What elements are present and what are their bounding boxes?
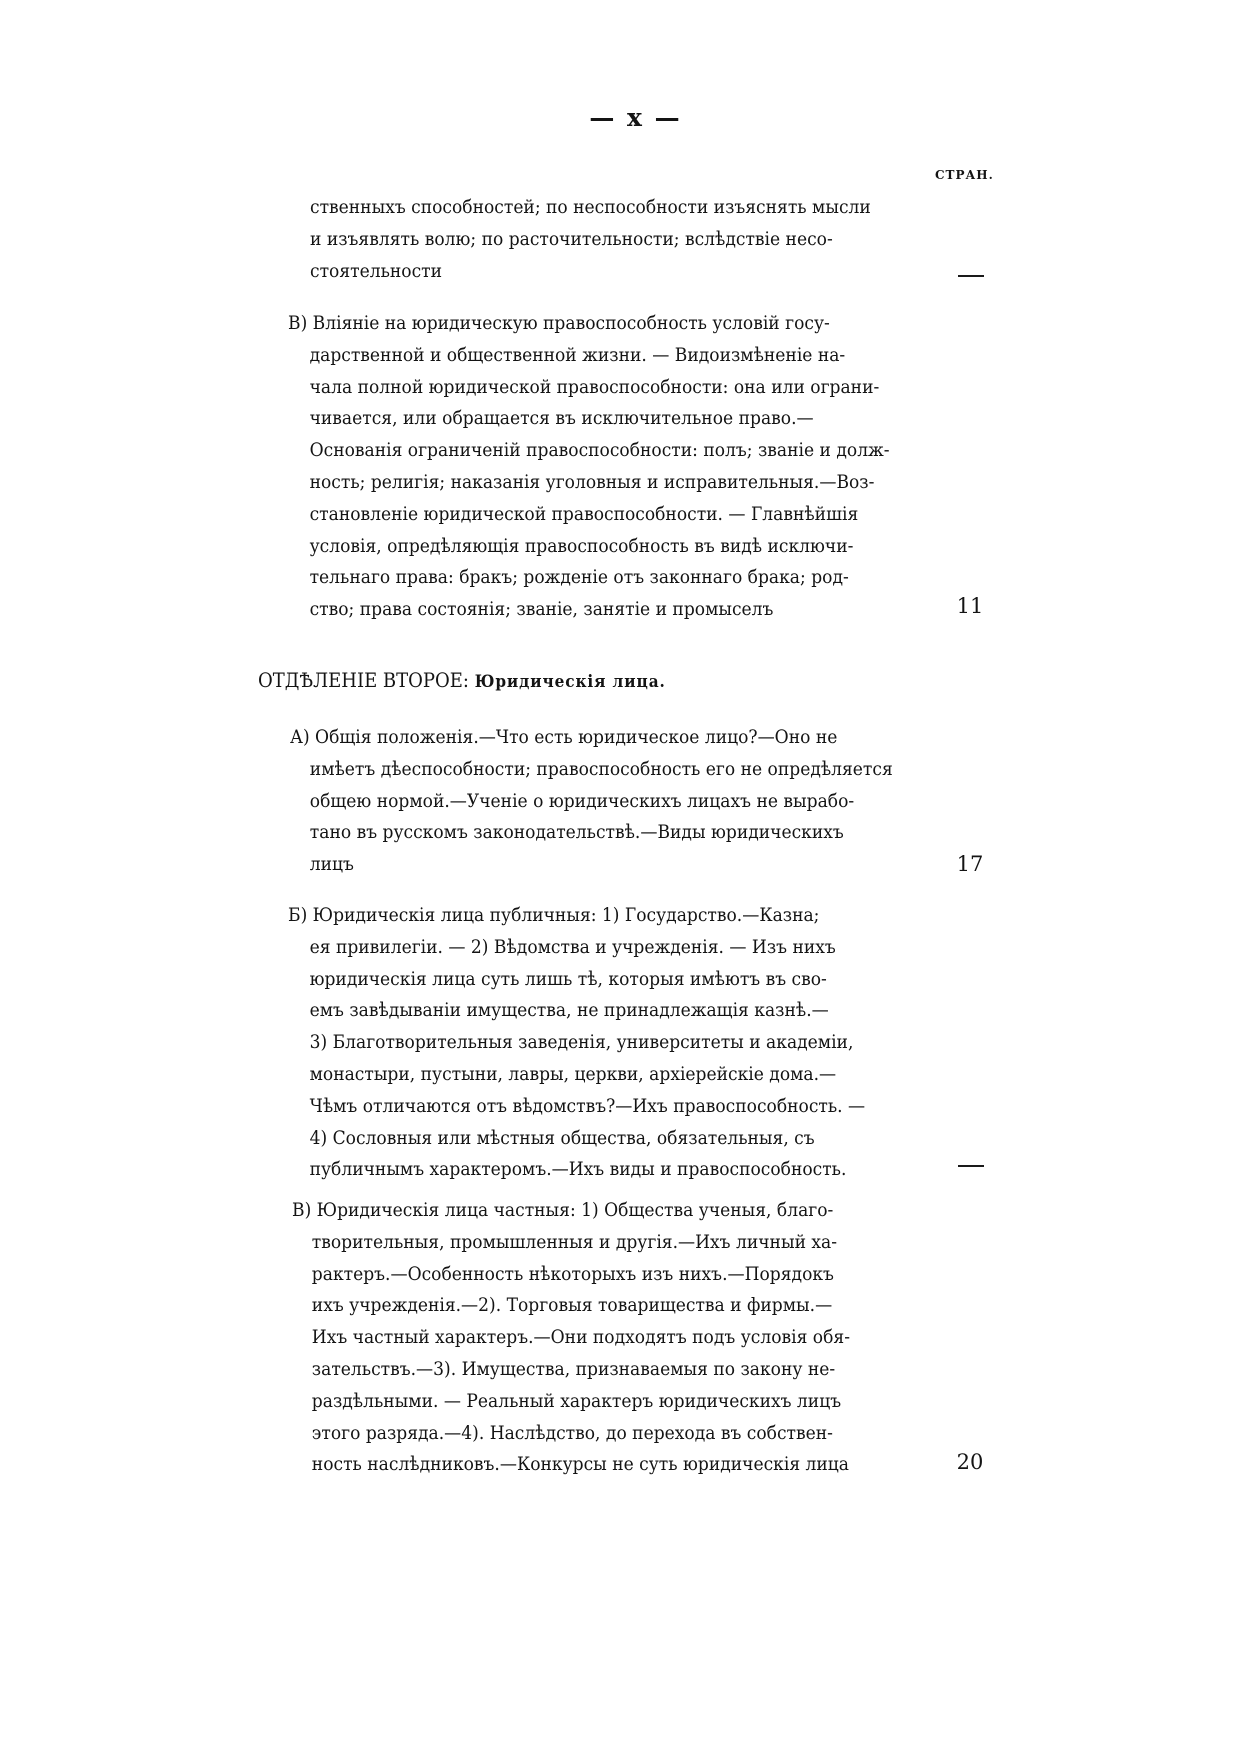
entry-line: 3) Благотворительныя заведенія, университеты и академіи,	[309, 1031, 854, 1054]
entry-line: раздѣльными. — Реальный характеръ юридическихъ лицъ	[311, 1389, 842, 1412]
entry-line: ихъ учрежденія.—2). Торговыя товарищества и фирмы.—	[311, 1294, 833, 1317]
entry-line: публичнымъ характеромъ.—Ихъ виды и правоспособность.	[309, 1158, 847, 1181]
entry-line: лицъ	[309, 853, 354, 876]
entry-line: Ихъ частный характеръ.—Они подходятъ подъ условія обя-	[311, 1326, 850, 1349]
toc-entry	[290, 722, 893, 881]
entry-line: 4) Сословныя или мѣстныя общества, обязательныя, съ	[309, 1126, 815, 1149]
entry-line: Б) Юридическія лица публичныя: 1) Государство.—Казна;	[288, 904, 820, 926]
toc-entry	[310, 192, 871, 287]
section-title: ОТДѢЛЕНІЕ ВТОРОЕ:	[258, 668, 470, 692]
entry-line: чивается, или обращается въ исключительное право.—	[309, 407, 814, 430]
entry-line: общею нормой.—Ученіе о юридическихъ лицахъ не вырабо-	[309, 789, 855, 812]
entry-line: ея привилегіи. — 2) Вѣдомства и учрежденія. — Изъ нихъ	[309, 935, 836, 958]
entry-line: дарственной и общественной жизни. — Видоизмѣненіе на-	[309, 343, 846, 366]
entry-line: становленіе юридической правоспособности. — Главнѣйшія	[309, 502, 859, 525]
entry-line: Основанія ограниченій правоспособности: полъ; званіе и долж-	[309, 439, 890, 462]
entry-line: творительныя, промышленныя и другія.—Ихъ личный ха-	[311, 1230, 838, 1253]
page-ref: 17	[956, 852, 984, 876]
entry-line: В) Вліяніе на юридическую правоспособность условій госу-	[288, 312, 830, 334]
page-ref-dash	[958, 275, 984, 277]
entry-line: ство; права состоянія; званіе, занятіе и промыселъ	[309, 598, 774, 621]
entry-line: тано въ русскомъ законодательствѣ.—Виды юридическихъ	[309, 821, 844, 844]
page-marker: — x —	[589, 103, 682, 132]
entry-line: монастыри, пустыни, лавры, церкви, архіерейскіе дома.—	[309, 1062, 837, 1085]
entry-line: ственныхъ способностей; по неспособности изъяснять мысли	[310, 196, 871, 218]
page-column-label: СТРАН.	[935, 168, 994, 182]
section-subtitle: Юридическія лица.	[474, 672, 666, 692]
entry-line: ность наслѣдниковъ.—Конкурсы не суть юридическія лица	[311, 1453, 850, 1476]
toc-entry	[292, 1195, 850, 1481]
page-ref: 11	[956, 594, 984, 618]
entry-line: А) Общія положенія.—Что есть юридическое лицо?—Оно не	[290, 726, 838, 748]
toc-entry	[288, 308, 890, 626]
entry-line: рактеръ.—Особенность нѣкоторыхъ изъ нихъ.—Порядокъ	[311, 1262, 834, 1285]
entry-line: юридическія лица суть лишь тѣ, которыя имѣютъ въ сво-	[309, 967, 827, 990]
toc-entry	[288, 900, 866, 1186]
section-heading	[258, 668, 666, 692]
page-ref-dash	[958, 1165, 984, 1167]
entry-line: тельнаго права: бракъ; рожденіе отъ законнаго брака; род-	[309, 566, 849, 589]
entry-line: чала полной юридической правоспособности: она или ограни-	[309, 375, 880, 398]
entry-line: Чѣмъ отличаются отъ вѣдомствъ?—Ихъ правоспособность. —	[309, 1094, 866, 1117]
entry-line: имѣетъ дѣеспособности; правоспособность его не опредѣляется	[309, 757, 893, 780]
entry-line: стоятельности	[310, 259, 443, 282]
entry-line: условія, опредѣляющія правоспособность въ видѣ исключи-	[309, 534, 854, 557]
entry-line: этого разряда.—4). Наслѣдство, до перехода въ собствен-	[311, 1421, 833, 1444]
page-ref: 20	[956, 1450, 984, 1474]
entry-line: зательствъ.—3). Имущества, признаваемыя по закону не-	[311, 1357, 836, 1380]
entry-line: и изъявлять волю; по расточительности; вслѣдствіе несо-	[310, 227, 833, 250]
entry-line: емъ завѣдываніи имущества, не принадлежащія казнѣ.—	[309, 999, 829, 1022]
entry-line: В) Юридическія лица частныя: 1) Общества ученыя, благо-	[292, 1199, 834, 1221]
entry-line: ность; религія; наказанія уголовныя и исправительныя.—Воз-	[309, 470, 875, 493]
